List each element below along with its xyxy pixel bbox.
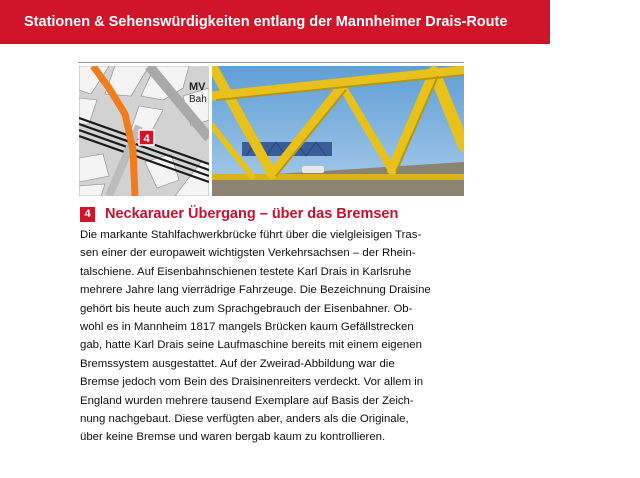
body-line: England wurden mehrere tausend Exemplare auf Basis der Zeich- [80,394,414,407]
body-line: nung nachgebaut. Diese verfügten aber, anders als die Originale, [80,413,409,426]
bridge-photo-graphic [212,66,464,196]
body-line: Bremse jedoch vom Bein des Draisinenreiters verdeckt. Vor allem in [80,376,424,389]
body-line: gehört bis heute auch zum Sprachgebrauch der Eisenbahner. Ob- [80,302,413,315]
map-label-bah: Bah [189,94,207,105]
body-line: gab, hatte Karl Drais seine Laufmaschine bereits mit einem eigenen [80,339,422,352]
body-line: talschiene. Auf Eisenbahnschienen testete Karl Drais in Karlsruhe [80,265,412,278]
body-line: über keine Bremse und waren bergab kaum zu kontrollieren. [80,431,386,444]
body-line: mehrere Jahre lang vierrädrige Fahrzeuge. Die Bezeichnung Draisine [80,284,431,297]
section-heading [80,205,398,223]
body-line: Die markante Stahlfachwerkbrücke führt über die vielgleisigen Tras- [80,229,422,241]
divider-line [78,62,464,63]
station-marker-number: 4 [143,133,150,145]
map-graphic [79,66,209,196]
bridge-photo [212,66,464,196]
route-map [79,66,209,196]
map-label-mv: MV [189,81,206,93]
section-number-badge: 4 [80,207,95,222]
section-body [80,226,480,447]
section-title: Neckarauer Übergang – über das Bremsen [105,206,399,222]
body-line: sen einer der europaweit wichtigsten Verkehrsachsen – der Rhein- [80,247,416,260]
header-banner [0,0,550,44]
header-title: Stationen & Sehenswürdigkeiten entlang der Mannheimer Drais-Route [24,14,508,30]
body-line: wohl es in Mannheim 1817 mangels Brücken kaum Gefällstrecken [80,321,414,334]
body-line: Bremssystem ausgestattet. Auf der Zweirad-Abbildung war die [80,357,395,370]
